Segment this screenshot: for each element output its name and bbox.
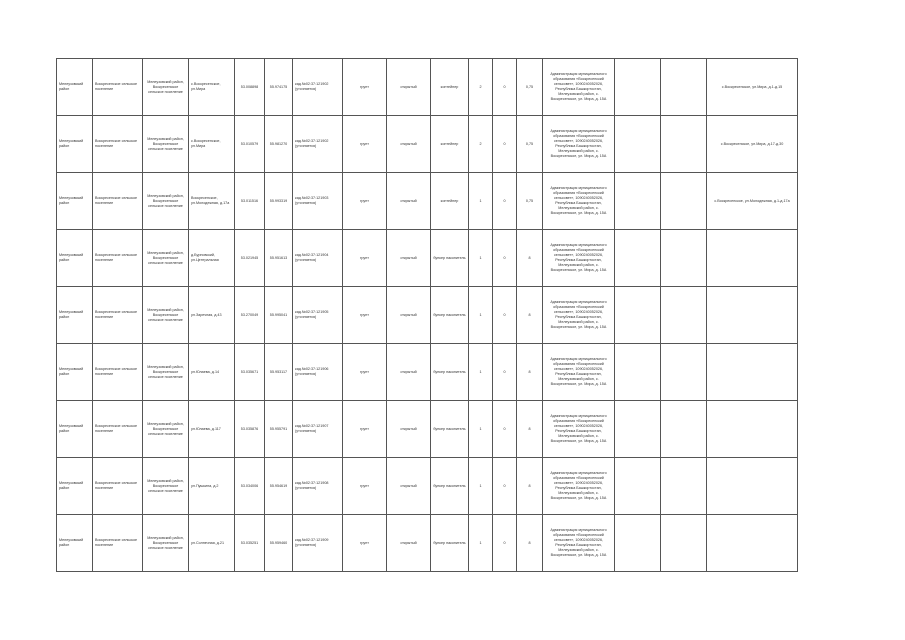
settlement-cell: Воскресенское сельское поселение xyxy=(93,230,143,287)
settlement-cell: Воскресенское сельское поселение xyxy=(93,173,143,230)
settlement-cell: Воскресенское сельское поселение xyxy=(93,116,143,173)
holder-cell: Администрация муниципального образования «Воскресенский сельсовет», 1090240052026, Республика Башкортостан, Мелеузовский район, с. Воскресенское, ул. Мира, д. 15А xyxy=(543,515,615,572)
extra-cell-2 xyxy=(661,458,707,515)
volume-cell: 0,75 xyxy=(517,116,543,173)
container-count-cell: 2 xyxy=(469,116,493,173)
holder-cell: Администрация муниципального образования «Воскресенский сельсовет», 1090240052026, Республика Башкортостан, Мелеузовский район, с. Воскресенское, ул. Мира, д. 15А xyxy=(543,458,615,515)
holder-cell: Администрация муниципального образования «Воскресенский сельсовет», 1090240052026, Республика Башкортостан, Мелеузовский район, с. Воскресенское, ул. Мира, д. 15А xyxy=(543,230,615,287)
latitude-cell: 53.034006 xyxy=(235,458,265,515)
settlement-cell: Воскресенское сельское поселение xyxy=(93,458,143,515)
address-cell: д.Бурновский, ул.Центральная xyxy=(189,230,235,287)
holder-cell: Администрация муниципального образования «Воскресенский сельсовет», 1090240052026, Республика Башкортостан, Мелеузовский район, с. Воскресенское, ул. Мира, д. 15А xyxy=(543,344,615,401)
latitude-cell: 53.270049 xyxy=(235,287,265,344)
extra-cell-1 xyxy=(615,515,661,572)
extra-cell-2 xyxy=(661,230,707,287)
site-type-cell: открытый xyxy=(387,287,431,344)
longitude-cell: 55.981270 xyxy=(265,116,293,173)
owner-cell: Мелеузовский район, Воскресенское сельское поселение xyxy=(143,458,189,515)
container-count-2-cell: 0 xyxy=(493,230,517,287)
table-row xyxy=(57,344,798,401)
site-type-cell: открытый xyxy=(387,59,431,116)
district-cell: Мелеузовский район xyxy=(57,59,93,116)
site-type-cell: открытый xyxy=(387,230,431,287)
container-type-cell: бункер накопитель xyxy=(431,230,469,287)
container-count-cell: 1 xyxy=(469,230,493,287)
extra-cell-1 xyxy=(615,344,661,401)
table-row xyxy=(57,458,798,515)
extra-cell-1 xyxy=(615,116,661,173)
district-cell: Мелеузовский район xyxy=(57,344,93,401)
volume-cell: 0,75 xyxy=(517,173,543,230)
sources-cell: с.Воскресенское, ул.Молодежная, д.1-д.17а xyxy=(707,173,798,230)
settlement-cell: Воскресенское сельское поселение xyxy=(93,59,143,116)
owner-cell: Мелеузовский район, Воскресенское сельское поселение xyxy=(143,173,189,230)
table-row xyxy=(57,515,798,572)
longitude-cell: 55.959460 xyxy=(265,515,293,572)
container-type-cell: бункер накопитель xyxy=(431,458,469,515)
longitude-cell: 55.954619 xyxy=(265,458,293,515)
sources-cell xyxy=(707,401,798,458)
table-row xyxy=(57,59,798,116)
site-type-cell: открытый xyxy=(387,515,431,572)
container-count-cell: 1 xyxy=(469,401,493,458)
surface-cell: грунт xyxy=(343,59,387,116)
container-count-2-cell: 0 xyxy=(493,59,517,116)
container-count-cell: 2 xyxy=(469,59,493,116)
district-cell: Мелеузовский район xyxy=(57,173,93,230)
table-row xyxy=(57,116,798,173)
table-row xyxy=(57,401,798,458)
container-type-cell: бункер накопитель xyxy=(431,287,469,344)
longitude-cell: 55.951613 xyxy=(265,230,293,287)
district-cell: Мелеузовский район xyxy=(57,116,93,173)
site-type-cell: открытый xyxy=(387,344,431,401)
site-type-cell: открытый xyxy=(387,401,431,458)
extra-cell-1 xyxy=(615,458,661,515)
volume-cell: 8 xyxy=(517,287,543,344)
cadastral-cell: кад.№02:37:121909 (уточняется) xyxy=(293,515,343,572)
site-type-cell: открытый xyxy=(387,173,431,230)
volume-cell: 8 xyxy=(517,515,543,572)
holder-cell: Администрация муниципального образования «Воскресенский сельсовет», 1090240052026, Республика Башкортостан, Мелеузовский район, с. Воскресенское, ул. Мира, д. 15А xyxy=(543,59,615,116)
container-type-cell: контейнер xyxy=(431,173,469,230)
container-count-2-cell: 0 xyxy=(493,116,517,173)
sources-cell xyxy=(707,344,798,401)
volume-cell: 8 xyxy=(517,458,543,515)
owner-cell: Мелеузовский район, Воскресенское сельское поселение xyxy=(143,401,189,458)
district-cell: Мелеузовский район xyxy=(57,515,93,572)
latitude-cell: 53.035251 xyxy=(235,515,265,572)
container-count-2-cell: 0 xyxy=(493,173,517,230)
sources-cell xyxy=(707,287,798,344)
surface-cell: грунт xyxy=(343,401,387,458)
holder-cell: Администрация муниципального образования «Воскресенский сельсовет», 1090240052026, Республика Башкортостан, Мелеузовский район, с. Воскресенское, ул. Мира, д. 15А xyxy=(543,401,615,458)
longitude-cell: 55.953117 xyxy=(265,344,293,401)
address-cell: с.Воскресенское, ул.Мира xyxy=(189,116,235,173)
settlement-cell: Воскресенское сельское поселение xyxy=(93,287,143,344)
address-cell: ул.Юлаева, д.14 xyxy=(189,344,235,401)
extra-cell-1 xyxy=(615,287,661,344)
surface-cell: грунт xyxy=(343,287,387,344)
container-count-cell: 1 xyxy=(469,287,493,344)
longitude-cell: 55.993319 xyxy=(265,173,293,230)
waste-sites-table xyxy=(56,58,798,572)
extra-cell-1 xyxy=(615,230,661,287)
container-count-cell: 1 xyxy=(469,344,493,401)
address-cell: Воскресенское, ул.Молодежная, д.17а xyxy=(189,173,235,230)
surface-cell: грунт xyxy=(343,173,387,230)
container-type-cell: бункер накопитель xyxy=(431,401,469,458)
owner-cell: Мелеузовский район, Воскресенское сельское поселение xyxy=(143,230,189,287)
district-cell: Мелеузовский район xyxy=(57,458,93,515)
latitude-cell: 53.010579 xyxy=(235,116,265,173)
extra-cell-2 xyxy=(661,287,707,344)
container-type-cell: бункер накопитель xyxy=(431,344,469,401)
address-cell: с.Воскресенское, ул.Мира xyxy=(189,59,235,116)
sources-cell: с.Воскресенское, ул.Мира, д.17-д.30 xyxy=(707,116,798,173)
owner-cell: Мелеузовский район, Воскресенское сельское поселение xyxy=(143,344,189,401)
volume-cell: 8 xyxy=(517,230,543,287)
owner-cell: Мелеузовский район, Воскресенское сельское поселение xyxy=(143,515,189,572)
district-cell: Мелеузовский район xyxy=(57,230,93,287)
address-cell: ул.Пушкина, д.2 xyxy=(189,458,235,515)
extra-cell-1 xyxy=(615,59,661,116)
extra-cell-2 xyxy=(661,173,707,230)
district-cell: Мелеузовский район xyxy=(57,401,93,458)
container-count-2-cell: 0 xyxy=(493,515,517,572)
latitude-cell: 53.035671 xyxy=(235,344,265,401)
extra-cell-2 xyxy=(661,401,707,458)
extra-cell-2 xyxy=(661,59,707,116)
latitude-cell: 53.011516 xyxy=(235,173,265,230)
volume-cell: 0,75 xyxy=(517,59,543,116)
container-type-cell: бункер накопитель xyxy=(431,515,469,572)
extra-cell-1 xyxy=(615,173,661,230)
address-cell: ул.Юлаева, д.117 xyxy=(189,401,235,458)
container-type-cell: контейнер xyxy=(431,59,469,116)
container-type-cell: контейнер xyxy=(431,116,469,173)
owner-cell: Мелеузовский район, Воскресенское сельское поселение xyxy=(143,59,189,116)
cadastral-cell: кад.№02:37:121905 (уточняется) xyxy=(293,287,343,344)
container-count-2-cell: 0 xyxy=(493,401,517,458)
cadastral-cell: кад.№02:37:121906 (уточняется) xyxy=(293,344,343,401)
sources-cell xyxy=(707,458,798,515)
extra-cell-2 xyxy=(661,116,707,173)
holder-cell: Администрация муниципального образования «Воскресенский сельсовет», 1090240052026, Республика Башкортостан, Мелеузовский район, с. Воскресенское, ул. Мира, д. 15А xyxy=(543,287,615,344)
settlement-cell: Воскресенское сельское поселение xyxy=(93,515,143,572)
holder-cell: Администрация муниципального образования «Воскресенский сельсовет», 1090240052026, Республика Башкортостан, Мелеузовский район, с. Воскресенское, ул. Мира, д. 15А xyxy=(543,173,615,230)
cadastral-cell: кад.№02:37:121907 (уточняется) xyxy=(293,401,343,458)
cadastral-cell: кад.№02:37:121902 (уточняется) xyxy=(293,116,343,173)
latitude-cell: 53.021945 xyxy=(235,230,265,287)
cadastral-cell: кад.№02:37:121904 (уточняется) xyxy=(293,230,343,287)
sources-cell xyxy=(707,515,798,572)
container-count-cell: 1 xyxy=(469,515,493,572)
volume-cell: 8 xyxy=(517,344,543,401)
address-cell: ул.Заречная, д.43 xyxy=(189,287,235,344)
surface-cell: грунт xyxy=(343,344,387,401)
surface-cell: грунт xyxy=(343,116,387,173)
table-row xyxy=(57,230,798,287)
longitude-cell: 55.995041 xyxy=(265,287,293,344)
sources-cell xyxy=(707,230,798,287)
sources-cell: с.Воскресенское, ул.Мира, д.1-д.15 xyxy=(707,59,798,116)
latitude-cell: 53.008898 xyxy=(235,59,265,116)
cadastral-cell: кад.№02:37:121903 (уточняется) xyxy=(293,173,343,230)
longitude-cell: 55.955791 xyxy=(265,401,293,458)
surface-cell: грунт xyxy=(343,458,387,515)
surface-cell: грунт xyxy=(343,230,387,287)
site-type-cell: открытый xyxy=(387,458,431,515)
volume-cell: 8 xyxy=(517,401,543,458)
cadastral-cell: кад.№02:37:121908 (уточняется) xyxy=(293,458,343,515)
table-row xyxy=(57,287,798,344)
district-cell: Мелеузовский район xyxy=(57,287,93,344)
container-count-2-cell: 0 xyxy=(493,458,517,515)
settlement-cell: Воскресенское сельское поселение xyxy=(93,344,143,401)
address-cell: ул.Солнечная, д.21 xyxy=(189,515,235,572)
latitude-cell: 53.035876 xyxy=(235,401,265,458)
container-count-cell: 1 xyxy=(469,458,493,515)
table-row xyxy=(57,173,798,230)
surface-cell: грунт xyxy=(343,515,387,572)
container-count-2-cell: 0 xyxy=(493,287,517,344)
owner-cell: Мелеузовский район, Воскресенское сельское поселение xyxy=(143,287,189,344)
extra-cell-2 xyxy=(661,515,707,572)
holder-cell: Администрация муниципального образования «Воскресенский сельсовет», 1090240052026, Республика Башкортостан, Мелеузовский район, с. Воскресенское, ул. Мира, д. 15А xyxy=(543,116,615,173)
container-count-2-cell: 0 xyxy=(493,344,517,401)
cadastral-cell: кад.№02:37:121902 (уточняется) xyxy=(293,59,343,116)
extra-cell-2 xyxy=(661,344,707,401)
container-count-cell: 1 xyxy=(469,173,493,230)
extra-cell-1 xyxy=(615,401,661,458)
site-type-cell: открытый xyxy=(387,116,431,173)
longitude-cell: 55.974175 xyxy=(265,59,293,116)
owner-cell: Мелеузовский район, Воскресенское сельское поселение xyxy=(143,116,189,173)
settlement-cell: Воскресенское сельское поселение xyxy=(93,401,143,458)
